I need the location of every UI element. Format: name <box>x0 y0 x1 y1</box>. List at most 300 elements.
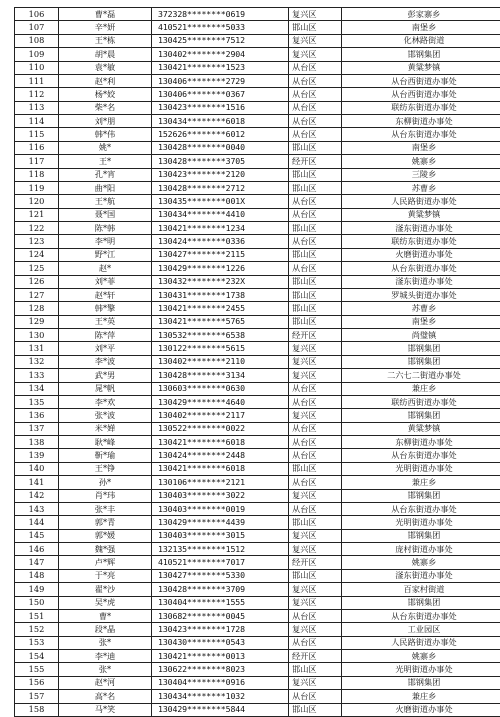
row-number-cell: 110 <box>15 61 59 74</box>
id-number-cell: 130428********3134 <box>152 369 289 382</box>
row-number-cell: 143 <box>15 502 59 515</box>
district-cell: 经开区 <box>289 329 342 342</box>
row-number-cell: 113 <box>15 101 59 114</box>
table-row <box>15 596 500 609</box>
id-number-cell: 130403********3022 <box>152 489 289 502</box>
row-number-cell: 138 <box>15 436 59 449</box>
table-row <box>15 262 500 275</box>
row-number-cell: 124 <box>15 248 59 261</box>
row-number-cell: 112 <box>15 88 59 101</box>
table-row <box>15 569 500 582</box>
person-name-cell: 刘*平 <box>59 342 152 355</box>
person-name-cell: 韩*擎 <box>59 302 152 315</box>
id-number-cell: 130622********8023 <box>152 663 289 676</box>
district-cell: 邯山区 <box>289 288 342 301</box>
id-number-cell: 130428********2712 <box>152 181 289 194</box>
table-row <box>15 556 500 569</box>
row-number-cell: 123 <box>15 235 59 248</box>
id-number-cell: 130421********5765 <box>152 315 289 328</box>
district-cell: 复兴区 <box>289 529 342 542</box>
table-row <box>15 128 500 141</box>
id-number-cell: 130402********2110 <box>152 355 289 368</box>
district-cell: 从台区 <box>289 395 342 408</box>
table-row <box>15 690 500 703</box>
sub-district-cell: 从台东街道办事处 <box>342 262 500 275</box>
row-number-cell: 109 <box>15 48 59 61</box>
district-cell: 邯山区 <box>289 275 342 288</box>
sub-district-cell: 邯钢集团 <box>342 48 500 61</box>
sub-district-cell: 东柳街道办事处 <box>342 436 500 449</box>
district-cell: 复兴区 <box>289 369 342 382</box>
row-number-cell: 130 <box>15 329 59 342</box>
table-row <box>15 168 500 181</box>
person-name-cell: 魏*强 <box>59 543 152 556</box>
row-number-cell: 151 <box>15 609 59 622</box>
id-number-cell: 130421********1234 <box>152 222 289 235</box>
row-number-cell: 132 <box>15 355 59 368</box>
district-cell: 复兴区 <box>289 489 342 502</box>
sub-district-cell: 苏曹乡 <box>342 181 500 194</box>
table-row <box>15 141 500 154</box>
district-cell: 从台区 <box>289 115 342 128</box>
district-cell: 复兴区 <box>289 34 342 47</box>
person-name-cell: 李*波 <box>59 355 152 368</box>
id-number-cell: 130421********0013 <box>152 650 289 663</box>
district-cell: 从台区 <box>289 636 342 649</box>
table-row <box>15 395 500 408</box>
person-name-cell: 李*明 <box>59 235 152 248</box>
person-name-cell: 曹*磊 <box>59 8 152 21</box>
row-number-cell: 158 <box>15 703 59 716</box>
id-number-cell: 130404********0916 <box>152 676 289 689</box>
person-name-cell: 郭*媛 <box>59 529 152 542</box>
district-cell: 经开区 <box>289 556 342 569</box>
table-row <box>15 115 500 128</box>
district-cell: 复兴区 <box>289 342 342 355</box>
sub-district-cell: 光明街道办事处 <box>342 516 500 529</box>
person-name-cell: 赵*轩 <box>59 288 152 301</box>
row-number-cell: 106 <box>15 8 59 21</box>
id-number-cell: 130432********232X <box>152 275 289 288</box>
district-cell: 复兴区 <box>289 543 342 556</box>
row-number-cell: 155 <box>15 663 59 676</box>
row-number-cell: 140 <box>15 462 59 475</box>
row-number-cell: 156 <box>15 676 59 689</box>
table-row <box>15 476 500 489</box>
sub-district-cell: 邯钢集团 <box>342 596 500 609</box>
district-cell: 复兴区 <box>289 676 342 689</box>
id-number-cell: 130682********0045 <box>152 609 289 622</box>
sub-district-cell: 兼庄乡 <box>342 476 500 489</box>
person-name-cell: 张* <box>59 636 152 649</box>
row-number-cell: 115 <box>15 128 59 141</box>
row-number-cell: 117 <box>15 155 59 168</box>
sub-district-cell: 联纺东街道办事处 <box>342 235 500 248</box>
id-number-cell: 130434********1032 <box>152 690 289 703</box>
person-name-cell: 卢*辉 <box>59 556 152 569</box>
row-number-cell: 111 <box>15 74 59 87</box>
id-number-cell: 130421********2455 <box>152 302 289 315</box>
person-name-cell: 郭*青 <box>59 516 152 529</box>
sub-district-cell: 二六七二街道办事处 <box>342 369 500 382</box>
sub-district-cell: 邯钢集团 <box>342 529 500 542</box>
district-cell: 邯山区 <box>289 21 342 34</box>
person-name-cell: 辛*妍 <box>59 21 152 34</box>
sub-district-cell: 从台东街道办事处 <box>342 128 500 141</box>
table-row <box>15 529 500 542</box>
id-number-cell: 130427********2115 <box>152 248 289 261</box>
id-number-cell: 130434********4410 <box>152 208 289 221</box>
sub-district-cell: 尚璧镇 <box>342 329 500 342</box>
district-cell: 邯山区 <box>289 302 342 315</box>
id-number-cell: 130431********1738 <box>152 288 289 301</box>
table-row <box>15 329 500 342</box>
id-number-cell: 130429********4439 <box>152 516 289 529</box>
row-number-cell: 152 <box>15 623 59 636</box>
id-number-cell: 130603********0630 <box>152 382 289 395</box>
row-number-cell: 122 <box>15 222 59 235</box>
sub-district-cell: 从台东街道办事处 <box>342 609 500 622</box>
table-row <box>15 516 500 529</box>
district-cell: 邯山区 <box>289 569 342 582</box>
sub-district-cell: 从台西街道办事处 <box>342 74 500 87</box>
table-row <box>15 74 500 87</box>
table-row <box>15 315 500 328</box>
sub-district-cell: 姚寨乡 <box>342 650 500 663</box>
id-number-cell: 132135********1512 <box>152 543 289 556</box>
table-row <box>15 8 500 21</box>
sub-district-cell: 人民路街道办事处 <box>342 636 500 649</box>
sub-district-cell: 邯钢集团 <box>342 409 500 422</box>
person-name-cell: 赵* <box>59 262 152 275</box>
district-cell: 复兴区 <box>289 355 342 368</box>
person-name-cell: 曲*阳 <box>59 181 152 194</box>
sub-district-cell: 东柳街道办事处 <box>342 115 500 128</box>
row-number-cell: 135 <box>15 395 59 408</box>
district-cell: 邯山区 <box>289 315 342 328</box>
id-number-cell: 410521********7017 <box>152 556 289 569</box>
id-number-cell: 130429********4640 <box>152 395 289 408</box>
table-row <box>15 181 500 194</box>
row-number-cell: 147 <box>15 556 59 569</box>
table-row <box>15 155 500 168</box>
id-number-cell: 152626********6012 <box>152 128 289 141</box>
table-row <box>15 609 500 622</box>
row-number-cell: 137 <box>15 422 59 435</box>
person-name-cell: 胡*晨 <box>59 48 152 61</box>
district-cell: 邯山区 <box>289 141 342 154</box>
roster-body <box>15 8 500 717</box>
row-number-cell: 150 <box>15 596 59 609</box>
table-row <box>15 342 500 355</box>
district-cell: 从台区 <box>289 382 342 395</box>
sub-district-cell: 从台东街道办事处 <box>342 449 500 462</box>
id-number-cell: 130122********5615 <box>152 342 289 355</box>
id-number-cell: 130428********3705 <box>152 155 289 168</box>
person-name-cell: 李*迪 <box>59 650 152 663</box>
id-number-cell: 130402********2904 <box>152 48 289 61</box>
sub-district-cell: 黄粱梦镇 <box>342 61 500 74</box>
sub-district-cell: 火磨街道办事处 <box>342 703 500 716</box>
person-name-cell: 翟*沙 <box>59 583 152 596</box>
sub-district-cell: 光明街道办事处 <box>342 462 500 475</box>
person-name-cell: 陈*萍 <box>59 329 152 342</box>
row-number-cell: 125 <box>15 262 59 275</box>
row-number-cell: 142 <box>15 489 59 502</box>
table-row <box>15 436 500 449</box>
district-cell: 从台区 <box>289 449 342 462</box>
row-number-cell: 141 <box>15 476 59 489</box>
sub-district-cell: 邯钢集团 <box>342 489 500 502</box>
id-number-cell: 130406********0367 <box>152 88 289 101</box>
district-cell: 经开区 <box>289 650 342 663</box>
id-number-cell: 130532********6538 <box>152 329 289 342</box>
sub-district-cell: 工业园区 <box>342 623 500 636</box>
district-cell: 邯山区 <box>289 168 342 181</box>
sub-district-cell: 滏东街道办事处 <box>342 222 500 235</box>
person-name-cell: 米*婵 <box>59 422 152 435</box>
district-cell: 邯山区 <box>289 703 342 716</box>
table-row <box>15 449 500 462</box>
person-name-cell: 刘*菲 <box>59 275 152 288</box>
person-name-cell: 韩*伟 <box>59 128 152 141</box>
district-cell: 邯山区 <box>289 222 342 235</box>
person-name-cell: 武*男 <box>59 369 152 382</box>
row-number-cell: 144 <box>15 516 59 529</box>
person-name-cell: 张*波 <box>59 409 152 422</box>
table-row <box>15 101 500 114</box>
district-cell: 从台区 <box>289 61 342 74</box>
person-name-cell: 李*欢 <box>59 395 152 408</box>
person-name-cell: 耿*峰 <box>59 436 152 449</box>
row-number-cell: 128 <box>15 302 59 315</box>
id-number-cell: 130424********2448 <box>152 449 289 462</box>
id-number-cell: 130404********1555 <box>152 596 289 609</box>
sub-district-cell: 光明街道办事处 <box>342 663 500 676</box>
table-row <box>15 288 500 301</box>
sub-district-cell: 人民路街道办事处 <box>342 195 500 208</box>
sub-district-cell: 邯钢集团 <box>342 355 500 368</box>
district-cell: 从台区 <box>289 88 342 101</box>
row-number-cell: 121 <box>15 208 59 221</box>
table-row <box>15 369 500 382</box>
sub-district-cell: 邯钢集团 <box>342 676 500 689</box>
person-name-cell: 靳*瑜 <box>59 449 152 462</box>
sub-district-cell: 苏曹乡 <box>342 302 500 315</box>
person-name-cell: 袁*敏 <box>59 61 152 74</box>
sub-district-cell: 彭家寨乡 <box>342 8 500 21</box>
person-name-cell: 于*亮 <box>59 569 152 582</box>
person-name-cell: 聂*国 <box>59 208 152 221</box>
district-cell: 经开区 <box>289 155 342 168</box>
person-name-cell: 肖*玮 <box>59 489 152 502</box>
roster-table <box>14 7 500 717</box>
table-row <box>15 636 500 649</box>
district-cell: 从台区 <box>289 128 342 141</box>
sub-district-cell: 姚寨乡 <box>342 155 500 168</box>
table-row <box>15 355 500 368</box>
row-number-cell: 118 <box>15 168 59 181</box>
table-row <box>15 21 500 34</box>
sub-district-cell: 南堡乡 <box>342 315 500 328</box>
row-number-cell: 157 <box>15 690 59 703</box>
row-number-cell: 114 <box>15 115 59 128</box>
id-number-cell: 130421********6018 <box>152 436 289 449</box>
sub-district-cell: 联纺东街道办事处 <box>342 101 500 114</box>
id-number-cell: 130406********2729 <box>152 74 289 87</box>
row-number-cell: 148 <box>15 569 59 582</box>
id-number-cell: 130421********1523 <box>152 61 289 74</box>
person-name-cell: 王*栋 <box>59 34 152 47</box>
sub-district-cell: 黄粱梦镇 <box>342 208 500 221</box>
person-name-cell: 段*晶 <box>59 623 152 636</box>
row-number-cell: 154 <box>15 650 59 663</box>
id-number-cell: 130430********0543 <box>152 636 289 649</box>
sub-district-cell: 火磨街道办事处 <box>342 248 500 261</box>
table-row <box>15 208 500 221</box>
table-row <box>15 222 500 235</box>
table-row <box>15 235 500 248</box>
district-cell: 复兴区 <box>289 48 342 61</box>
district-cell: 从台区 <box>289 262 342 275</box>
district-cell: 从台区 <box>289 436 342 449</box>
person-name-cell: 马*笑 <box>59 703 152 716</box>
table-row <box>15 650 500 663</box>
sub-district-cell: 罗城头街道办事处 <box>342 288 500 301</box>
id-number-cell: 130403********0019 <box>152 502 289 515</box>
district-cell: 从台区 <box>289 195 342 208</box>
district-cell: 从台区 <box>289 690 342 703</box>
row-number-cell: 126 <box>15 275 59 288</box>
row-number-cell: 131 <box>15 342 59 355</box>
id-number-cell: 130435********001X <box>152 195 289 208</box>
person-name-cell: 王*英 <box>59 315 152 328</box>
district-cell: 复兴区 <box>289 409 342 422</box>
table-row <box>15 502 500 515</box>
person-name-cell: 赵*河 <box>59 676 152 689</box>
sub-district-cell: 联纺西街道办事处 <box>342 395 500 408</box>
sub-district-cell: 三陵乡 <box>342 168 500 181</box>
id-number-cell: 130429********1226 <box>152 262 289 275</box>
district-cell: 复兴区 <box>289 583 342 596</box>
district-cell: 复兴区 <box>289 596 342 609</box>
person-name-cell: 赵*利 <box>59 74 152 87</box>
district-cell: 复兴区 <box>289 623 342 636</box>
id-number-cell: 130429********5844 <box>152 703 289 716</box>
row-number-cell: 136 <box>15 409 59 422</box>
person-name-cell: 姚* <box>59 141 152 154</box>
person-name-cell: 晁*帆 <box>59 382 152 395</box>
district-cell: 从台区 <box>289 476 342 489</box>
district-cell: 邯山区 <box>289 181 342 194</box>
table-row <box>15 663 500 676</box>
sub-district-cell: 南堡乡 <box>342 21 500 34</box>
table-row <box>15 275 500 288</box>
person-name-cell: 孙* <box>59 476 152 489</box>
district-cell: 从台区 <box>289 208 342 221</box>
row-number-cell: 133 <box>15 369 59 382</box>
person-name-cell: 曹* <box>59 609 152 622</box>
id-number-cell: 372328********0619 <box>152 8 289 21</box>
person-name-cell: 张*丰 <box>59 502 152 515</box>
table-row <box>15 409 500 422</box>
row-number-cell: 116 <box>15 141 59 154</box>
sub-district-cell: 滏东街道办事处 <box>342 275 500 288</box>
district-cell: 邯山区 <box>289 663 342 676</box>
id-number-cell: 130421********6018 <box>152 462 289 475</box>
table-row <box>15 195 500 208</box>
table-row <box>15 462 500 475</box>
table-row <box>15 543 500 556</box>
id-number-cell: 130106********2121 <box>152 476 289 489</box>
person-name-cell: 刘*朋 <box>59 115 152 128</box>
district-cell: 从台区 <box>289 74 342 87</box>
district-cell: 从台区 <box>289 101 342 114</box>
row-number-cell: 127 <box>15 288 59 301</box>
id-number-cell: 130428********3709 <box>152 583 289 596</box>
id-number-cell: 130425********7512 <box>152 34 289 47</box>
person-name-cell: 王*航 <box>59 195 152 208</box>
person-name-cell: 高*名 <box>59 690 152 703</box>
person-name-cell: 王*铮 <box>59 462 152 475</box>
row-number-cell: 134 <box>15 382 59 395</box>
table-row <box>15 88 500 101</box>
person-name-cell: 孔*宵 <box>59 168 152 181</box>
table-row <box>15 422 500 435</box>
sub-district-cell: 邯钢集团 <box>342 342 500 355</box>
sub-district-cell: 兼庄乡 <box>342 382 500 395</box>
id-number-cell: 130428********0040 <box>152 141 289 154</box>
id-number-cell: 130403********3015 <box>152 529 289 542</box>
table-row <box>15 583 500 596</box>
sub-district-cell: 庞村街道办事处 <box>342 543 500 556</box>
person-name-cell: 陈*韩 <box>59 222 152 235</box>
district-cell: 邯山区 <box>289 462 342 475</box>
id-number-cell: 130424********0336 <box>152 235 289 248</box>
row-number-cell: 149 <box>15 583 59 596</box>
sub-district-cell: 黄粱梦镇 <box>342 422 500 435</box>
id-number-cell: 130423********1728 <box>152 623 289 636</box>
id-number-cell: 130402********2117 <box>152 409 289 422</box>
row-number-cell: 119 <box>15 181 59 194</box>
district-cell: 从台区 <box>289 235 342 248</box>
district-cell: 从台区 <box>289 502 342 515</box>
district-cell: 复兴区 <box>289 8 342 21</box>
sub-district-cell: 从台西街道办事处 <box>342 88 500 101</box>
district-cell: 从台区 <box>289 422 342 435</box>
row-number-cell: 146 <box>15 543 59 556</box>
sub-district-cell: 从台东街道办事处 <box>342 502 500 515</box>
id-number-cell: 130427********5330 <box>152 569 289 582</box>
table-row <box>15 302 500 315</box>
table-row <box>15 676 500 689</box>
person-name-cell: 柴*名 <box>59 101 152 114</box>
district-cell: 从台区 <box>289 609 342 622</box>
id-number-cell: 130522********0022 <box>152 422 289 435</box>
table-row <box>15 248 500 261</box>
id-number-cell: 130423********1516 <box>152 101 289 114</box>
table-row <box>15 489 500 502</box>
person-name-cell: 王* <box>59 155 152 168</box>
sub-district-cell: 百家村街道 <box>342 583 500 596</box>
table-row <box>15 48 500 61</box>
table-row <box>15 703 500 716</box>
district-cell: 邯山区 <box>289 248 342 261</box>
sub-district-cell: 兼庄乡 <box>342 690 500 703</box>
id-number-cell: 410521********5033 <box>152 21 289 34</box>
id-number-cell: 130423********2120 <box>152 168 289 181</box>
row-number-cell: 129 <box>15 315 59 328</box>
